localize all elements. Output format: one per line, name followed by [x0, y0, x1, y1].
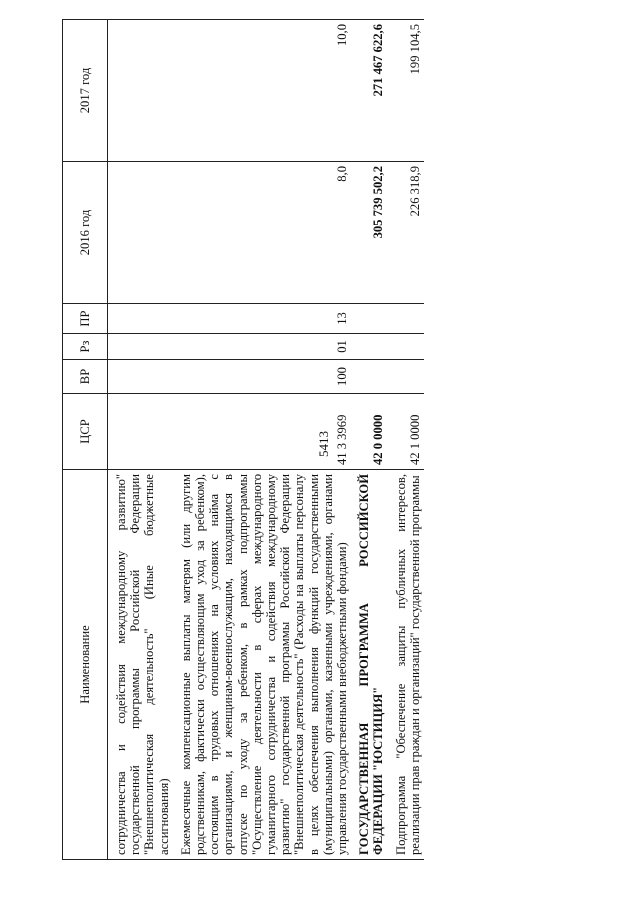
row-pr	[351, 304, 387, 334]
header-2016: 2016 год	[63, 162, 108, 304]
table-row	[108, 20, 173, 860]
row-csr: 42 1 0000	[388, 394, 424, 470]
header-rz: Рз	[63, 334, 108, 360]
row-name: Ежемесячные компенсационные выплаты матерям (или другим родственникам, фактически осуществляющим уход за ребенком), состоящим в трудовых отношениях на условиях найма с организациями, и женщинам-военнослужащим, находящимся в отпуске по уходу за ребенком, в рамках подпрограммы "Осуществление деятельности в сферах международного гуманитарного сотрудничества и содействия международному развитию" государственной программы Российской Федерации "Внешнеполитическая деятельность" (Расходы на выплаты персоналу в целях обеспечения выполнения функций государственными (муниципальными) органами, казенными учреждениями, органами управления государственными внебюджетными фондами)	[173, 470, 351, 860]
budget-table	[62, 19, 424, 860]
row-name: Подпрограмма "Обеспечение защиты публичных интересов, реализации прав граждан и организаций" государственной программы	[388, 470, 424, 860]
row-2016: 226 318,9	[388, 162, 424, 304]
header-csr: ЦСР	[63, 394, 108, 470]
row-rz: 01	[173, 334, 351, 360]
row-name: сотрудничества и содействия международному развитию" государственной программы Российской Федерации "Внешнеполитическая деятельность" (Иные бюджетные ассигнования)	[108, 470, 173, 860]
row-name: ГОСУДАРСТВЕННАЯ ПРОГРАММА РОССИЙСКОЙ ФЕДЕРАЦИИ "ЮСТИЦИЯ"	[351, 470, 387, 860]
row-2017: 10,0	[173, 20, 351, 162]
row-vr: 100	[173, 360, 351, 394]
table-row	[351, 20, 387, 860]
row-2016: 8,0	[173, 162, 351, 304]
row-csr: 42 0 0000	[351, 394, 387, 470]
row-csr: 41 3 3969	[173, 394, 351, 470]
row-vr	[108, 360, 173, 394]
row-2016: 305 739 502,2	[351, 162, 387, 304]
row-2017: 271 467 622,6	[351, 20, 387, 162]
header-2017: 2017 год	[63, 20, 108, 162]
row-rz	[351, 334, 387, 360]
header-pr: ПР	[63, 304, 108, 334]
row-2017	[108, 20, 173, 162]
row-2017: 199 104,5	[388, 20, 424, 162]
row-rz	[388, 334, 424, 360]
row-rz	[108, 334, 173, 360]
row-vr	[351, 360, 387, 394]
row-pr	[108, 304, 173, 334]
budget-document	[62, 20, 582, 860]
header-vr: ВР	[63, 360, 108, 394]
row-2016	[108, 162, 173, 304]
table-row	[173, 20, 351, 860]
page-number: 5413	[316, 431, 331, 457]
row-vr	[388, 360, 424, 394]
row-pr	[388, 304, 424, 334]
header-name: Наименование	[63, 470, 108, 860]
table-header-row	[63, 20, 108, 860]
row-pr: 13	[173, 304, 351, 334]
table-row	[388, 20, 424, 860]
row-csr	[108, 394, 173, 470]
